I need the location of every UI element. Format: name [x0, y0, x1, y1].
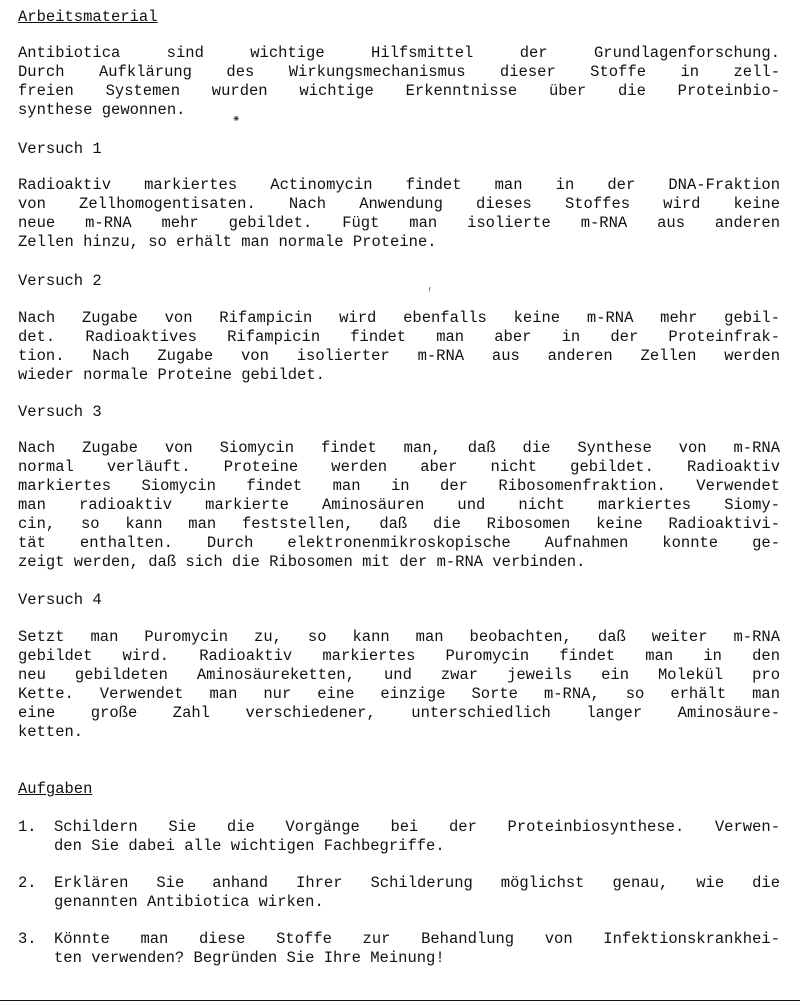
versuch-line: Setzt man Puromycin zu, so kann man beobachten, daß weiter m-RNA — [18, 628, 780, 646]
task-line: Erklären Sie anhand Ihrer Schilderung möglichst genau, wie die — [54, 874, 780, 892]
versuch-line: Zellen hinzu, so erhält man normale Proteine. — [18, 233, 437, 251]
task-line: den Sie dabei alle wichtigen Fachbegriffe. — [54, 837, 445, 855]
versuch-line: Nach Zugabe von Rifampicin wird ebenfalls keine m-RNA mehr gebil- — [18, 309, 780, 327]
versuch-line: neue m-RNA mehr gebildet. Fügt man isolierte m-RNA aus anderen — [18, 214, 780, 232]
versuch-line: cin, so kann man feststellen, daß die Ribosomen keine Radioaktivi- — [18, 515, 780, 533]
versuch-line: von Zellhomogentisaten. Nach Anwendung dieses Stoffes wird keine — [18, 195, 780, 213]
task-number: 1. — [18, 818, 37, 836]
versuch-line: wieder normale Proteine gebildet. — [18, 366, 325, 384]
task-line: ten verwenden? Begründen Sie Ihre Meinung! — [54, 949, 445, 967]
task-number: 2. — [18, 874, 37, 892]
versuch-line: markiertes Siomycin findet man in der Ribosomenfraktion. Verwendet — [18, 477, 780, 495]
aufgaben-heading: Aufgaben — [18, 780, 93, 798]
task-number: 3. — [18, 930, 37, 948]
versuch-title: Versuch 2 — [18, 272, 102, 290]
versuch-line: Nach Zugabe von Siomycin findet man, daß die Synthese von m-RNA — [18, 439, 780, 457]
page-bottom-rule — [0, 1000, 800, 1001]
versuch-title: Versuch 3 — [18, 403, 102, 421]
versuch-line: Kette. Verwendet man nur eine einzige Sorte m-RNA, so erhält man — [18, 685, 780, 703]
versuch-line: tät enthalten. Durch elektronenmikroskopische Aufnahmen konnte ge- — [18, 534, 780, 552]
task-line: Schildern Sie die Vorgänge bei der Proteinbiosynthese. Verwen- — [54, 818, 780, 836]
task-line: genannten Antibiotica wirken. — [54, 893, 324, 911]
scan-speck: ʳ — [427, 287, 434, 298]
versuch-line: tion. Nach Zugabe von isolierter m-RNA aus anderen Zellen werden — [18, 347, 780, 365]
intro-line: Antibiotica sind wichtige Hilfsmittel der Grundlagenforschung. — [18, 44, 780, 62]
versuch-title: Versuch 1 — [18, 140, 102, 158]
versuch-line: neu gebildeten Aminosäureketten, und zwar jeweils ein Molekül pro — [18, 666, 780, 684]
versuch-line: zeigt werden, daß sich die Ribosomen mit der m-RNA verbinden. — [18, 553, 586, 571]
versuch-line: ketten. — [18, 723, 84, 741]
versuch-line: eine große Zahl verschiedener, unterschiedlich langer Aminosäure- — [18, 704, 780, 722]
page-heading: Arbeitsmaterial — [18, 8, 158, 26]
intro-line: freien Systemen wurden wichtige Erkenntnisse über die Proteinbio- — [18, 82, 780, 100]
scan-speck: ⁕ — [232, 115, 241, 126]
versuch-line: man radioaktiv markierte Aminosäuren und nicht markiertes Siomy- — [18, 496, 780, 514]
versuch-title: Versuch 4 — [18, 591, 102, 609]
intro-line: synthese gewonnen. — [18, 101, 186, 119]
intro-line: Durch Aufklärung des Wirkungsmechanismus dieser Stoffe in zell- — [18, 63, 780, 81]
versuch-line: det. Radioaktives Rifampicin findet man aber in der Proteinfrak- — [18, 328, 780, 346]
versuch-line: gebildet wird. Radioaktiv markiertes Puromycin findet man in den — [18, 647, 780, 665]
versuch-line: Radioaktiv markiertes Actinomycin findet man in der DNA-Fraktion — [18, 176, 780, 194]
task-line: Könnte man diese Stoffe zur Behandlung von Infektionskrankhei- — [54, 930, 780, 948]
versuch-line: normal verläuft. Proteine werden aber nicht gebildet. Radioaktiv — [18, 458, 780, 476]
